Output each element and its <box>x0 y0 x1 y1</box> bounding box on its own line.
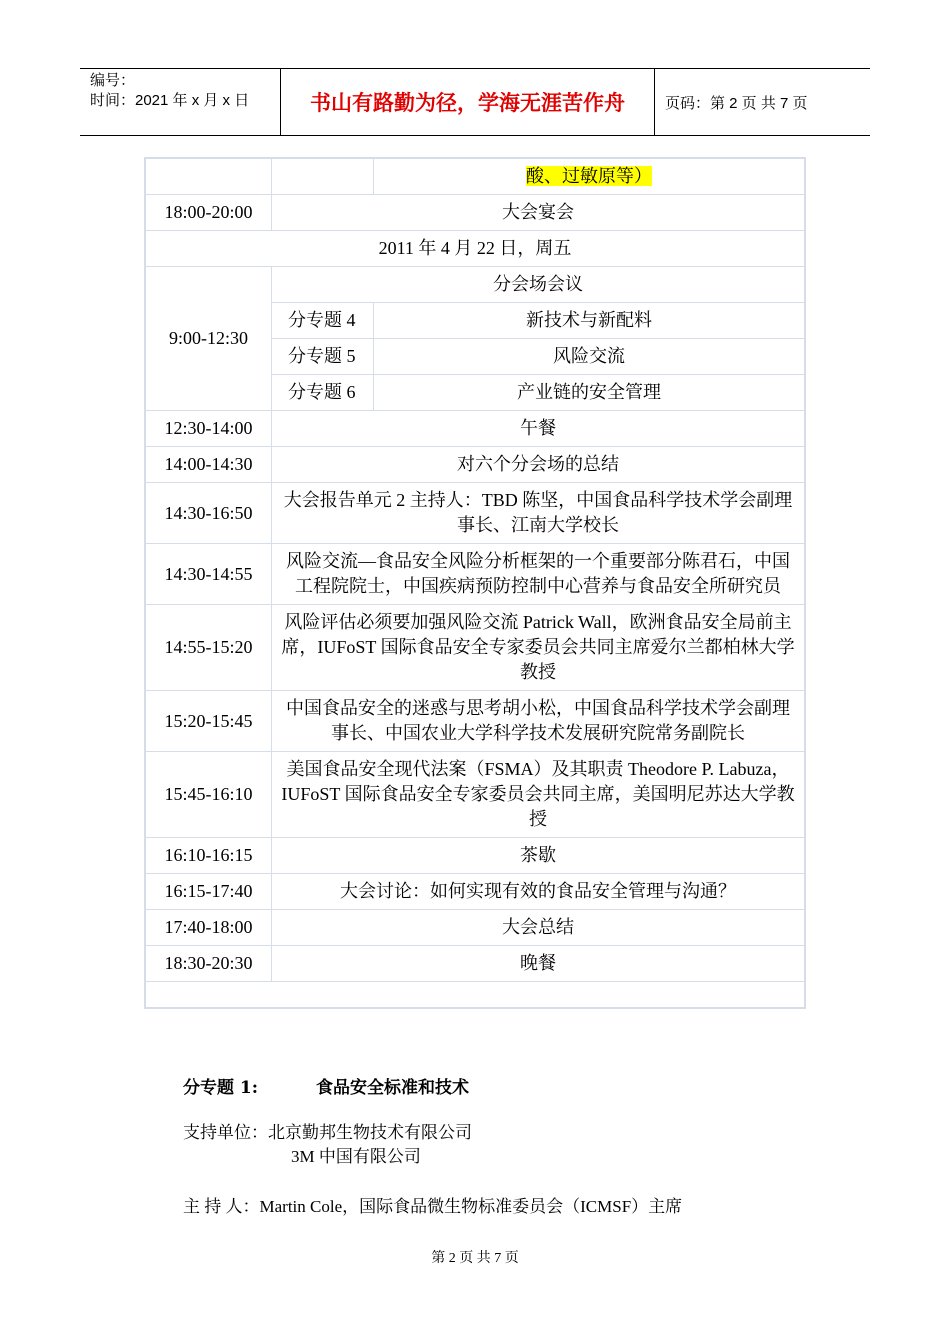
table-row <box>146 874 805 910</box>
support-org-2: 3M 中国有限公司 <box>291 1147 421 1166</box>
support-label: 支持单位： <box>183 1123 268 1142</box>
time-cell <box>146 159 272 195</box>
sub-topic: 新技术与新配料 <box>374 303 805 339</box>
header-slogan: 书山有路勤为径，学海无涯苦作舟 <box>281 69 655 135</box>
date-cell: 2011 年 4 月 22 日，周五 <box>146 231 805 267</box>
header-meta <box>80 69 281 135</box>
time-cell: 15:20-15:45 <box>146 691 272 752</box>
date-row <box>146 231 805 267</box>
table-row <box>146 910 805 946</box>
section-title <box>183 1073 469 1098</box>
table-row <box>146 195 805 231</box>
host-line: 主 持 人：Martin Cole，国际食品微生物标准委员会（ICMSF）主席 <box>183 1197 683 1216</box>
time-cell: 18:30-20:30 <box>146 946 272 982</box>
table-row <box>146 946 805 982</box>
empty-row <box>146 982 805 1008</box>
time-cell: 17:40-18:00 <box>146 910 272 946</box>
table-row <box>146 691 805 752</box>
table-row <box>146 605 805 691</box>
event-cell: 美国食品安全现代法案（FSMA）及其职责 Theodore P. Labuza，IUFoST 国际食品安全专家委员会共同主席，美国明尼苏达大学教授 <box>272 752 805 838</box>
highlighted-text: 酸、过敏原等） <box>526 166 652 186</box>
sub-topic: 风险交流 <box>374 339 805 375</box>
time-cell: 9:00-12:30 <box>146 267 272 411</box>
sub-label: 分专题 5 <box>272 339 374 375</box>
event-cell: 午餐 <box>272 411 805 447</box>
table-row <box>146 411 805 447</box>
time-cell: 14:55-15:20 <box>146 605 272 691</box>
time-cell: 14:30-14:55 <box>146 544 272 605</box>
event-cell: 对六个分会场的总结 <box>272 447 805 483</box>
event-cell: 大会宴会 <box>272 195 805 231</box>
section-title-label: 分专题 1: <box>183 1078 259 1098</box>
schedule-table <box>144 157 806 1009</box>
event-cell: 中国食品安全的迷惑与思考胡小松，中国食品科学技术学会副理事长、中国农业大学科学技术发展研究院常务副院长 <box>272 691 805 752</box>
event-cell: 大会总结 <box>272 910 805 946</box>
sub-cell <box>272 159 374 195</box>
table-row <box>146 159 805 195</box>
header-page-code: 页码：第 2 页 共 7 页 <box>665 94 808 112</box>
time-cell: 18:00-20:00 <box>146 195 272 231</box>
empty-cell <box>146 982 805 1008</box>
table-row <box>146 752 805 838</box>
doc-time-label: 时间：2021 年 x 月 x 日 <box>90 92 250 109</box>
sub-label: 分专题 4 <box>272 303 374 339</box>
page-footer: 第 2 页 共 7 页 <box>431 1251 519 1266</box>
event-cell: 大会报告单元 2 主持人：TBD 陈坚，中国食品科学技术学会副理事长、江南大学校长 <box>272 483 805 544</box>
section-title-text: 食品安全标准和技术 <box>316 1078 470 1098</box>
table-row <box>146 483 805 544</box>
event-cell: 茶歇 <box>272 838 805 874</box>
table-row <box>146 838 805 874</box>
sub-label: 分专题 6 <box>272 375 374 411</box>
table-row <box>146 267 805 303</box>
event-cell: 分会场会议 <box>272 267 805 303</box>
time-cell: 15:45-16:10 <box>146 752 272 838</box>
event-cell: 晚餐 <box>272 946 805 982</box>
event-cell: 风险评估必须要加强风险交流 Patrick Wall，欧洲食品安全局前主席，IUFoST 国际食品安全专家委员会共同主席爱尔兰都柏林大学教授 <box>272 605 805 691</box>
table-row <box>146 544 805 605</box>
doc-number-label: 编号： <box>90 72 136 89</box>
time-cell: 16:15-17:40 <box>146 874 272 910</box>
sub-topic: 产业链的安全管理 <box>374 375 805 411</box>
event-cell: 风险交流—食品安全风险分析框架的一个重要部分陈君石，中国工程院院士，中国疾病预防控制中心营养与食品安全所研究员 <box>272 544 805 605</box>
time-cell: 16:10-16:15 <box>146 838 272 874</box>
time-cell: 14:00-14:30 <box>146 447 272 483</box>
table-row <box>146 447 805 483</box>
support-org-1: 北京勤邦生物技术有限公司 <box>268 1123 472 1142</box>
page-header <box>80 68 870 136</box>
event-cell <box>374 159 805 195</box>
time-cell: 14:30-16:50 <box>146 483 272 544</box>
event-cell: 大会讨论：如何实现有效的食品安全管理与沟通？ <box>272 874 805 910</box>
support-units <box>183 1121 472 1169</box>
time-cell: 12:30-14:00 <box>146 411 272 447</box>
